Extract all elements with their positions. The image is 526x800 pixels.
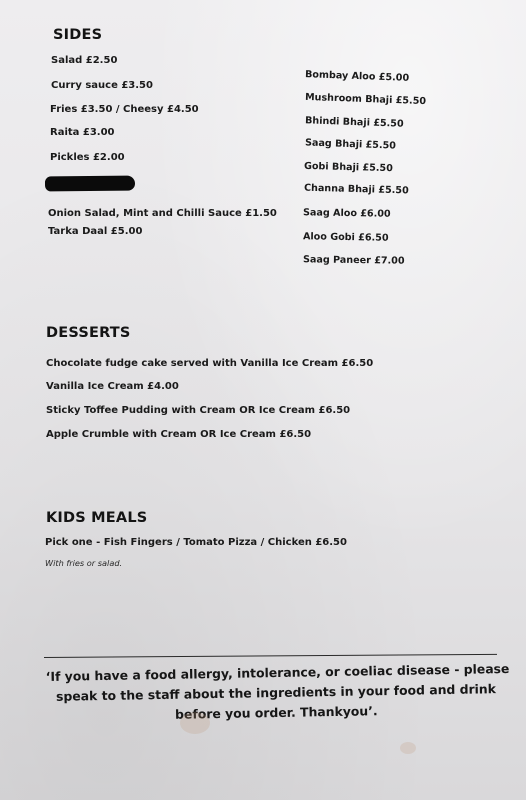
sides-item: Salad £2.50 bbox=[51, 55, 118, 66]
dessert-item: Chocolate fudge cake served with Vanilla Ice Cream £6.50 bbox=[46, 358, 374, 369]
sides-item: Onion Salad, Mint and Chilli Sauce £1.50 bbox=[48, 208, 277, 219]
sides-item: Bhindi Bhaji £5.50 bbox=[304, 115, 404, 130]
sides-item: Fries £3.50 / Cheesy £4.50 bbox=[50, 104, 199, 115]
divider-line bbox=[44, 654, 497, 658]
sides-item: Pickles £2.00 bbox=[50, 152, 125, 163]
sides-item: Gobi Bhaji £5.50 bbox=[303, 160, 393, 175]
sides-item: Channa Bhaji £5.50 bbox=[303, 182, 409, 197]
allergy-notice-line: ‘If you have a food allergy, intolerance, or coeliac disease - please bbox=[45, 660, 510, 685]
sides-item: Saag Bhaji £5.50 bbox=[304, 137, 397, 152]
dessert-item: Sticky Toffee Pudding with Cream OR Ice Cream £6.50 bbox=[46, 405, 351, 416]
allergy-notice-line: before you order. Thankyou’. bbox=[174, 703, 378, 722]
sides-item: Mushroom Bhaji £5.50 bbox=[304, 91, 427, 108]
sides-item: Saag Paneer £7.00 bbox=[302, 254, 405, 267]
kids-meal-note: With fries or salad. bbox=[45, 558, 123, 568]
kids-meals-heading: KIDS MEALS bbox=[46, 510, 148, 526]
sides-heading: SIDES bbox=[53, 27, 103, 43]
kids-meal-item: Pick one - Fish Fingers / Tomato Pizza / Chicken £6.50 bbox=[45, 537, 347, 548]
paper-stain bbox=[180, 712, 210, 734]
allergy-notice-line: speak to the staff about the ingredients in your food and drink bbox=[55, 681, 497, 704]
allergy-notice bbox=[45, 659, 510, 727]
desserts-heading: DESSERTS bbox=[46, 325, 131, 341]
paper-stain bbox=[400, 742, 416, 754]
sides-item: Curry sauce £3.50 bbox=[51, 80, 153, 91]
dessert-item: Vanilla Ice Cream £4.00 bbox=[46, 381, 179, 392]
dessert-item: Apple Crumble with Cream OR Ice Cream £6.50 bbox=[46, 429, 312, 440]
sides-item: Raita £3.00 bbox=[50, 127, 115, 138]
sides-item: Aloo Gobi £6.50 bbox=[302, 231, 389, 244]
sides-item: Tarka Daal £5.00 bbox=[48, 226, 143, 237]
redacted-item bbox=[45, 176, 135, 192]
sides-item: Saag Aloo £6.00 bbox=[302, 207, 391, 220]
sides-item: Bombay Aloo £5.00 bbox=[304, 69, 410, 84]
